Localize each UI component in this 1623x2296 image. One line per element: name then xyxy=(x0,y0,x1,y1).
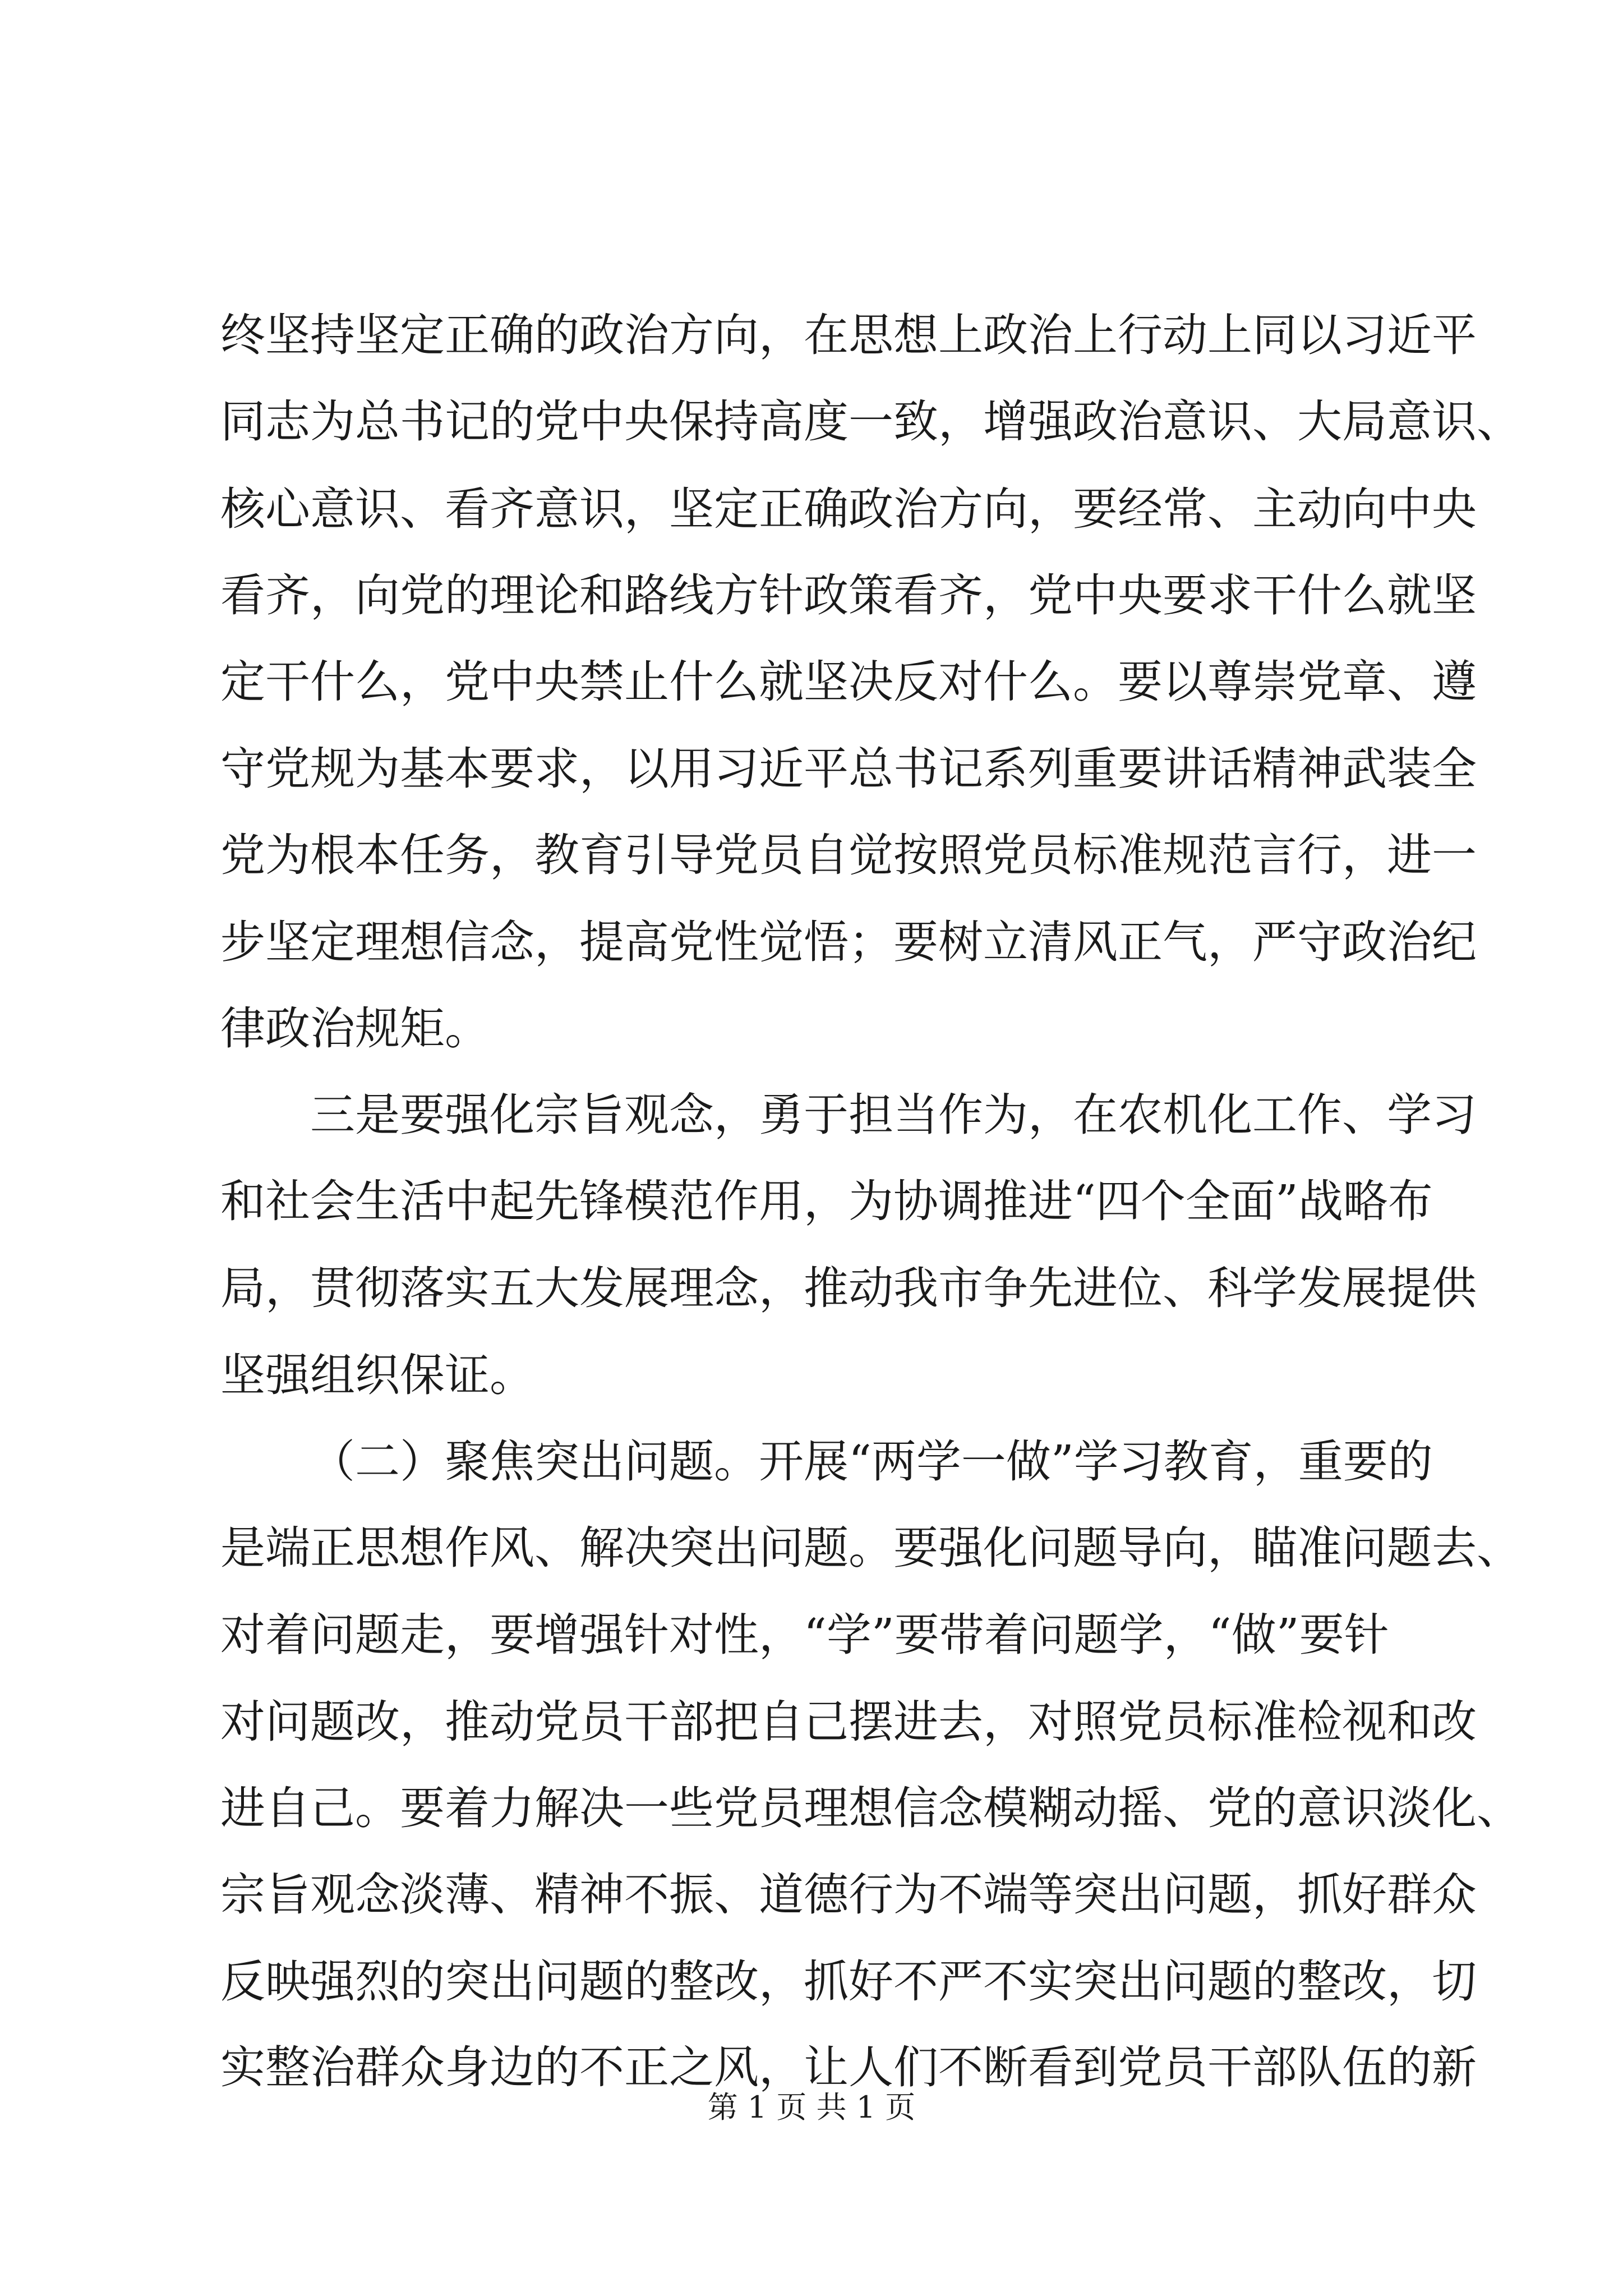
body-text-line: 三是要强化宗旨观念，勇于担当作为，在农机化工作、学习 xyxy=(310,1089,1477,1141)
body-text-line: 坚强组织保证。 xyxy=(220,1349,534,1401)
body-text-line: 看齐，向党的理论和路线方针政策看齐，党中央要求干什么就坚 xyxy=(220,569,1477,622)
body-text-line: 党为根本任务，教育引导党员自觉按照党员标准规范言行，进一 xyxy=(220,829,1477,881)
body-text-line: 同志为总书记的党中央保持高度一致，增强政治意识、大局意识、 xyxy=(220,395,1521,448)
body-text-line: 宗旨观念淡薄、精神不振、道德行为不端等突出问题，抓好群众 xyxy=(220,1869,1477,1921)
page-number-footer: 第 1 页 共 1 页 xyxy=(707,2090,916,2125)
body-text-line: 守党规为基本要求，以用习近平总书记系列重要讲话精神武装全 xyxy=(220,743,1477,795)
body-text-line: （二）聚焦突出问题。开展“两学一做”学习教育，重要的 xyxy=(310,1435,1433,1488)
body-text-line: 终坚持坚定正确的政治方向，在思想上政治上行动上同以习近平 xyxy=(220,309,1477,361)
body-text-line: 是端正思想作风、解决突出问题。要强化问题导向，瞄准问题去、 xyxy=(220,1522,1521,1574)
body-text-line: 定干什么，党中央禁止什么就坚决反对什么。要以尊崇党章、遵 xyxy=(220,656,1477,708)
body-text-line: 对着问题走，要增强针对性，“学”要带着问题学，“做”要针 xyxy=(220,1609,1389,1661)
body-text-line: 核心意识、看齐意识，坚定正确政治方向，要经常、主动向中央 xyxy=(220,483,1477,535)
body-text-line: 律政治规矩。 xyxy=(220,1002,490,1055)
body-text-line: 局，贯彻落实五大发展理念，推动我市争先进位、科学发展提供 xyxy=(220,1262,1477,1314)
body-text-line: 和社会生活中起先锋模范作用，为协调推进“四个全面”战略布 xyxy=(220,1175,1433,1227)
body-text-line: 对问题改，推动党员干部把自己摆进去，对照党员标准检视和改 xyxy=(220,1696,1477,1748)
body-text-line: 实整治群众身边的不正之风，让人们不断看到党员干部队伍的新 xyxy=(220,2041,1477,2093)
body-text-line: 步坚定理想信念，提高党性觉悟；要树立清风正气，严守政治纪 xyxy=(220,916,1477,968)
body-text-line: 反映强烈的突出问题的整改，抓好不严不实突出问题的整改，切 xyxy=(220,1955,1477,2008)
body-text-line: 进自己。要着力解决一些党员理想信念模糊动摇、党的意识淡化、 xyxy=(220,1782,1521,1834)
